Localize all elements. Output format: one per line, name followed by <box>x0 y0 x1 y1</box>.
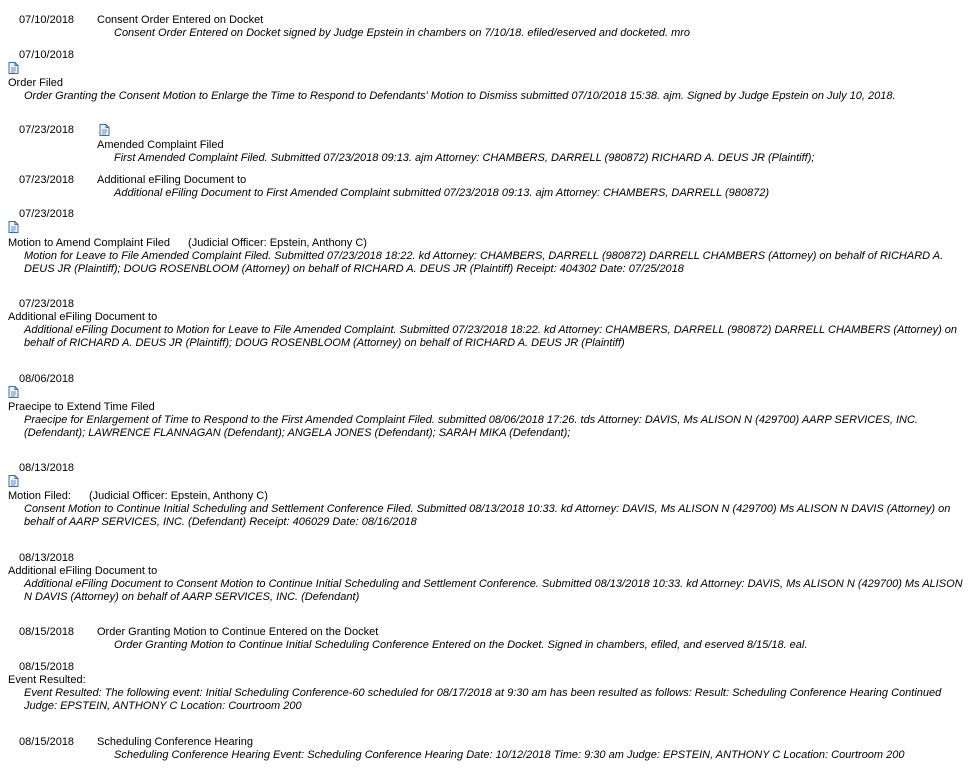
entry-date: 07/23/2018 <box>19 174 75 186</box>
document-icon[interactable] <box>8 62 19 74</box>
entry-title: Amended Complaint Filed <box>97 139 224 151</box>
entry-title-line <box>8 490 268 503</box>
entry-date: 08/13/2018 <box>19 462 75 474</box>
entry-description: Additional eFiling Document to Consent Motion to Continue Initial Scheduling and Settlement Conference. Submitted 08/13/2018 10:33. kd Attorney: DAVIS, Ms ALISON N (429700) Ms ALISON N DAVIS (Attorney) on behalf of AARP SERVICES, INC. (Defendant) <box>24 578 963 603</box>
entry-title-line <box>8 237 367 250</box>
entry-title: Motion to Amend Complaint Filed <box>8 237 171 249</box>
judicial-officer: (Judicial Officer: Epstein, Anthony C) <box>188 237 367 249</box>
entry-date: 07/10/2018 <box>19 14 75 26</box>
document-icon[interactable] <box>8 475 19 487</box>
entry-description: Additional eFiling Document to Motion for Leave to File Amended Complaint. Submitted 07/23/2018 18:22. kd Attorney: CHAMBERS, DARRELL (980872) DARRELL CHAMBERS (Attorney) on behalf of RICHARD A. DEUS JR (Plaintiff); DOUG ROSENBLOOM (Attorney) on behalf of RICHARD A. DEUS JR (Plaintiff) <box>24 324 958 349</box>
entry-title: Additional eFiling Document to <box>8 565 158 577</box>
entry-title: Scheduling Conference Hearing <box>97 736 253 748</box>
entry-description: Order Granting Motion to Continue Initial Scheduling Conference Entered on the Docket. Signed in chambers, efiled, and eserved 8/15/18. eal. <box>114 639 808 651</box>
document-icon[interactable] <box>8 221 19 233</box>
entry-description: Consent Order Entered on Docket signed by Judge Epstein in chambers on 7/10/18. efiled/eserved and docketed. mro <box>114 27 691 39</box>
entry-date: 08/15/2018 <box>19 736 75 748</box>
entry-title: Additional eFiling Document to <box>8 311 158 323</box>
entry-description: Event Resulted: The following event: Initial Scheduling Conference-60 scheduled for 08/17/2018 at 9:30 am has been resulted as follows: Result: Scheduling Conference Hearing Continued Judge: EPSTEIN, ANTHONY C Location: Courtroom 200 <box>24 687 942 712</box>
entry-description: Consent Motion to Continue Initial Scheduling and Settlement Conference Filed. Submitted 08/13/2018 10:33. kd Attorney: DAVIS, Ms ALISON N (429700) Ms ALISON N DAVIS (Attorney) on behalf of AARP SERVICES, INC. (Defendant) Receipt: 406029 Date: 08/16/2018 <box>24 503 951 528</box>
entry-description: Order Granting the Consent Motion to Enlarge the Time to Respond to Defendants' Motion to Dismiss submitted 07/10/2018 15:38. ajm. Signed by Judge Epstein on July 10, 2018. <box>24 90 896 102</box>
entry-description: Motion for Leave to File Amended Complaint Filed. Submitted 07/23/2018 18:22. kd Attorney: CHAMBERS, DARRELL (980872) DARRELL CHAMBERS (Attorney) on behalf of RICHARD A. DEUS JR (Plaintiff); DOUG ROSENBLOOM (Attorney) on behalf of RICHARD A. DEUS JR (Plaintiff) Receipt: 404302 Date: 07/25/2018 <box>24 250 944 275</box>
entry-title: Order Granting Motion to Continue Entered on the Docket <box>97 626 379 638</box>
entry-title: Order Filed <box>8 77 64 89</box>
entry-description: Additional eFiling Document to First Amended Complaint submitted 07/23/2018 09:13. ajm Attorney: CHAMBERS, DARRELL (980872) <box>114 187 770 199</box>
entry-date: 08/06/2018 <box>19 373 75 385</box>
entry-date: 07/10/2018 <box>19 49 75 61</box>
entry-title: Motion Filed: <box>8 490 71 502</box>
judicial-officer: (Judicial Officer: Epstein, Anthony C) <box>88 490 268 502</box>
entry-title: Praecipe to Extend Time Filed <box>8 401 155 413</box>
entry-date: 07/23/2018 <box>19 208 75 220</box>
entry-date: 07/23/2018 <box>19 298 75 310</box>
entry-description: Scheduling Conference Hearing Event: Scheduling Conference Hearing Date: 10/12/2018 Time: 9:30 am Judge: EPSTEIN, ANTHONY C Location: Courtroom 200 <box>114 749 905 761</box>
entry-date: 08/15/2018 <box>19 626 75 638</box>
entry-date: 07/23/2018 <box>19 124 75 136</box>
entry-date: 08/13/2018 <box>19 552 75 564</box>
entry-title: Consent Order Entered on Docket <box>97 14 264 26</box>
document-icon[interactable] <box>99 124 110 136</box>
entry-title: Additional eFiling Document to <box>97 174 247 186</box>
document-icon[interactable] <box>8 386 19 398</box>
entry-description: Praecipe for Enlargement of Time to Respond to the First Amended Complaint Filed. submitted 08/06/2018 17:26. tds Attorney: DAVIS, Ms ALISON N (429700) AARP SERVICES, INC. (Defendant); LAWRENCE FLANNAGAN (Defendant); ANGELA JONES (Defendant); SARAH MIKA (Defendant); <box>24 414 918 439</box>
entry-title: Event Resulted: <box>8 674 86 686</box>
entry-description: First Amended Complaint Filed. Submitted 07/23/2018 09:13. ajm Attorney: CHAMBERS, DARRELL (980872) RICHARD A. DEUS JR (Plaintiff); <box>114 152 815 164</box>
entry-date: 08/15/2018 <box>19 661 75 673</box>
